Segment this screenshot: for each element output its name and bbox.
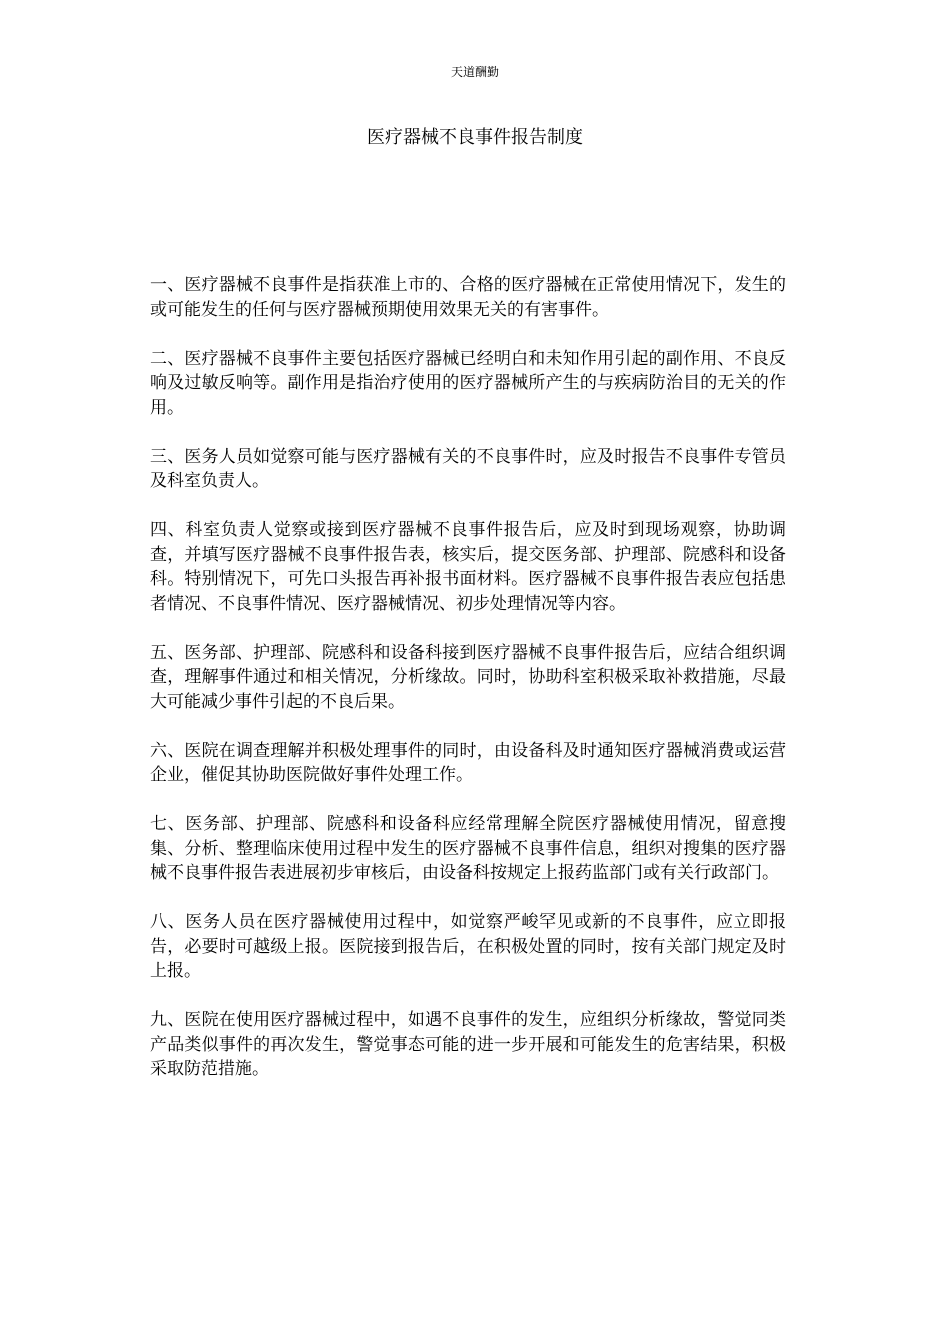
paragraph-4: 四、科室负责人觉察或接到医疗器械不良事件报告后，应及时到现场观察，协助调查，并填写医疗器械不良事件报告表，核实后，提交医务部、护理部、院感科和设备科。特别情况下，可先口头报告再补报书面材料。医疗器械不良事件报告表应包括患者情况、不良事件情况、医疗器械情况、初步处理情况等内容。 [150,520,786,614]
document-title: 医疗器械不良事件报告制度 [367,127,583,148]
paragraph-1: 一、医疗器械不良事件是指获准上市的、合格的医疗器械在正常使用情况下，发生的或可能发生的任何与医疗器械预期使用效果无关的有害事件。 [150,275,786,320]
paragraph-8: 八、医务人员在医疗器械使用过程中，如觉察严峻罕见或新的不良事件，应立即报告，必要时可越级上报。医院接到报告后，在积极处置的同时，按有关部门规定及时上报。 [150,912,786,981]
paragraph-6: 六、医院在调查理解并积极处理事件的同时，由设备科及时通知医疗器械消费或运营企业，催促其协助医院做好事件处理工作。 [150,740,786,785]
paragraph-3: 三、医务人员如觉察可能与医疗器械有关的不良事件时，应及时报告不良事件专管员及科室负责人。 [150,446,786,491]
paragraph-7: 七、医务部、护理部、院感科和设备科应经常理解全院医疗器械使用情况，留意搜集、分析、整理临床使用过程中发生的医疗器械不良事件信息，组织对搜集的医疗器械不良事件报告表进展初步审核后，由设备科按规定上报药监部门或有关行政部门。 [150,814,786,883]
paragraph-9: 九、医院在使用医疗器械过程中，如遇不良事件的发生，应组织分析缘故，警觉同类产品类似事件的再次发生，警觉事态可能的进一步开展和可能发生的危害结果，积极采取防范措施。 [150,1010,786,1079]
paragraph-2: 二、医疗器械不良事件主要包括医疗器械已经明白和未知作用引起的副作用、不良反响及过敏反响等。副作用是指治疗使用的医疗器械所产生的与疾病防治目的无关的作用。 [150,348,786,418]
paragraph-5: 五、医务部、护理部、院感科和设备科接到医疗器械不良事件报告后，应结合组织调查，理解事件通过和相关情况，分析缘故。同时，协助科室积极采取补救措施，尽最大可能减少事件引起的不良后果。 [150,642,786,712]
page-header: 天道酬勤 [450,65,499,79]
document-body [150,273,786,1106]
